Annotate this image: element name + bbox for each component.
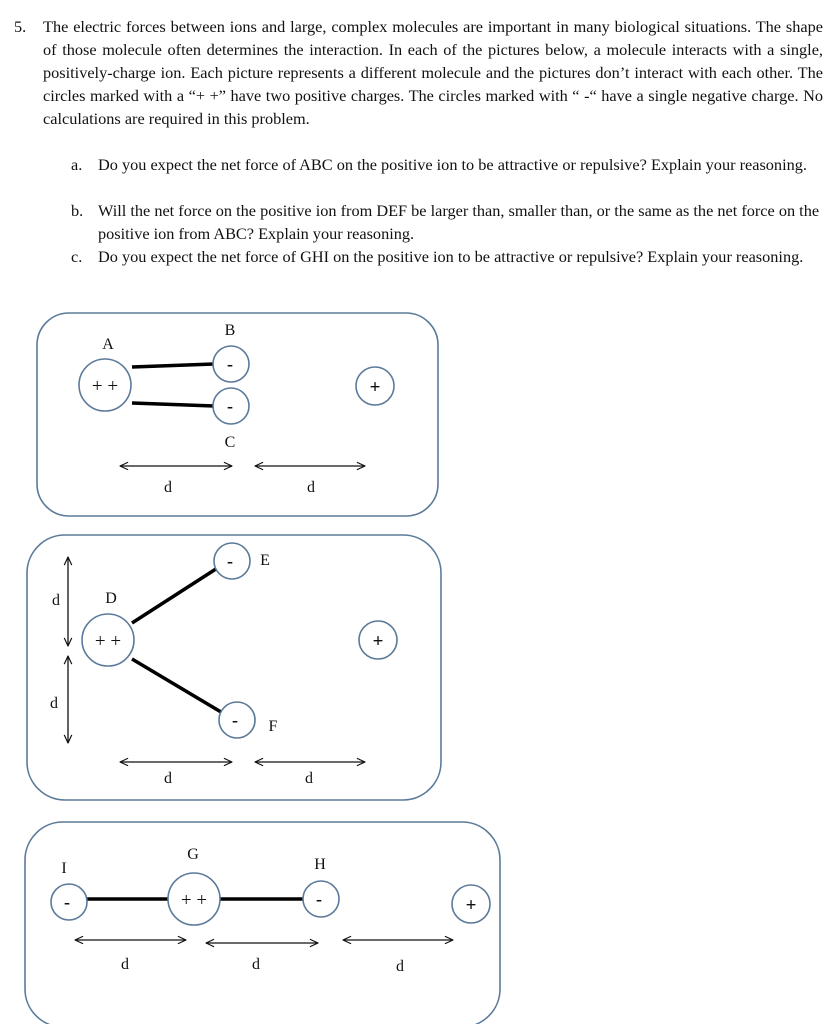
atom-f-charge: - — [232, 710, 238, 730]
part-c-label: c. — [71, 247, 83, 266]
part-a-label: a. — [71, 155, 83, 174]
atom-a-charge: + + — [91, 376, 119, 397]
part-c-text: Do you expect the net force of GHI on the positive ion to be attractive or repulsive? Explain your reasoning. — [98, 247, 804, 266]
label-h: H — [314, 856, 326, 873]
label-f: F — [268, 718, 278, 735]
label-e: E — [260, 552, 270, 569]
part-a-text: Do you expect the net force of ABC on the positive ion to be attractive or repulsive? Explain your reasoning. — [98, 155, 807, 174]
part-b-text: Will the net force on the positive ion from DEF be larger than, smaller than, or the same as the net force on the positive ion from ABC? Explain your reasoning. — [98, 201, 820, 243]
distance-label-def-vertical-2: d — [50, 695, 58, 712]
ion-1-charge: + — [369, 377, 381, 398]
label-b: B — [224, 322, 236, 339]
distance-label-ghi-2: d — [252, 956, 260, 973]
bond-a-c — [132, 403, 214, 406]
bond-d-f — [132, 659, 221, 712]
distance-label-def-1: d — [164, 770, 172, 787]
atom-g-charge: + + — [180, 890, 208, 911]
ion-3-charge: + — [465, 895, 477, 916]
bond-a-b — [132, 364, 214, 367]
distance-label-def-vertical-1: d — [52, 592, 60, 609]
distance-label-abc-1: d — [164, 479, 172, 496]
question-number: 5. — [14, 17, 27, 36]
distance-label-ghi-1: d — [121, 956, 129, 973]
label-c: C — [224, 434, 236, 451]
atom-c-charge: - — [227, 396, 233, 416]
panel-abc — [37, 313, 438, 516]
bond-d-e — [132, 567, 219, 623]
label-i: I — [61, 860, 67, 877]
distance-label-ghi-3: d — [396, 958, 404, 975]
atom-i-charge: - — [64, 892, 70, 912]
part-b-label: b. — [71, 201, 84, 220]
label-g: G — [187, 846, 199, 863]
atom-b-charge: - — [227, 354, 233, 374]
atom-e-charge: - — [227, 551, 233, 571]
atom-h-charge: - — [316, 889, 322, 909]
problem-stem: The electric forces between ions and large, complex molecules are important in many biological situations. The shape of those molecule often determines the interaction. In each of the pictures below, a molecule interacts with a single, positively-charge ion. Each picture represents a different molecule and the pictures don’t interact with each other. The circles marked with a “+ +” have two positive charges. The circles marked with “ -“ have a single negative charge. No calculations are required in this problem. — [43, 17, 823, 128]
distance-label-def-2: d — [305, 770, 313, 787]
atom-d-charge: + + — [94, 631, 122, 652]
label-d: D — [105, 590, 117, 607]
label-a: A — [102, 336, 114, 353]
ion-2-charge: + — [372, 631, 384, 652]
distance-label-abc-2: d — [307, 479, 315, 496]
panel-ghi — [25, 822, 500, 1024]
panel-ghi-border — [25, 822, 500, 1024]
panel-def — [27, 535, 441, 800]
